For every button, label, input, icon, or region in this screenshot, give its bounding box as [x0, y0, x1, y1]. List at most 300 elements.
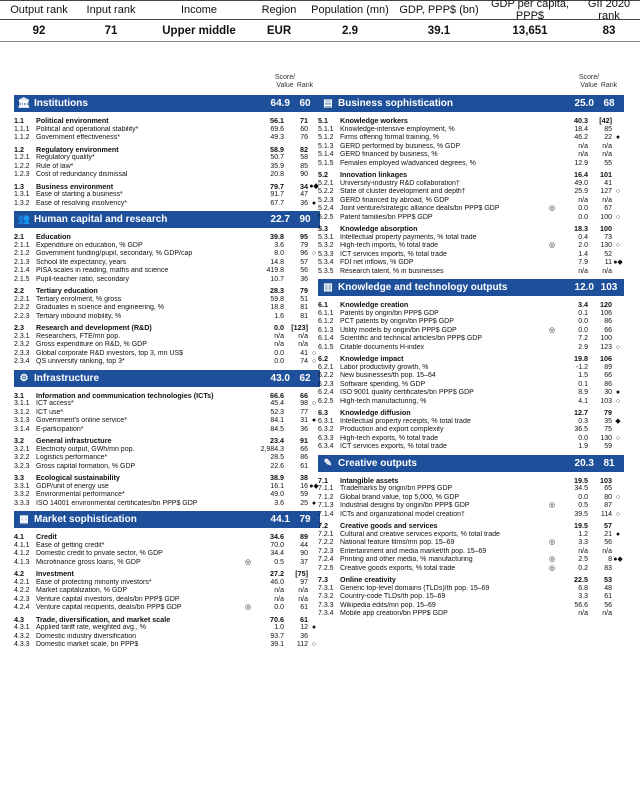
indicator-row [318, 585, 624, 594]
missing-data-marker [242, 533, 254, 542]
indicator-score: 16.4 [574, 170, 588, 179]
indicator-rank: 86 [300, 454, 308, 461]
indicator-label: Generic top-level domains (TLDs)/th pop. 15–69 [340, 584, 490, 592]
strength-weakness-marker [612, 565, 624, 574]
missing-data-marker [546, 188, 558, 197]
pillar-human-capital-and-research [14, 211, 320, 228]
indicator-label: ICT services exports, % total trade [340, 443, 447, 450]
missing-data-marker [546, 301, 558, 310]
indicator-score: 10.7 [270, 275, 284, 283]
strength-weakness-marker [612, 251, 624, 260]
indicator-code: 7.1 [318, 475, 328, 485]
value-input-rank: 71 [104, 24, 118, 37]
indicator-rank: 103 [600, 397, 612, 405]
indicator-rank: 57 [300, 258, 308, 266]
missing-data-marker [242, 163, 254, 172]
missing-data-marker [546, 409, 558, 418]
missing-data-marker [546, 494, 558, 503]
strength-weakness-marker [612, 443, 624, 452]
indicator-code: 5.3.4 [318, 259, 334, 266]
indicator-score: 3.4 [578, 300, 588, 309]
indicator-row [14, 446, 320, 455]
missing-data-marker [546, 593, 558, 602]
indicator-rank: 101 [600, 170, 612, 179]
indicator-row [14, 242, 320, 251]
strength-weakness-marker: ○ [311, 641, 317, 648]
missing-data-marker [242, 146, 254, 155]
indicator-label: Creative goods and services [340, 522, 438, 530]
indicator-row [14, 483, 320, 492]
indicator-row [14, 200, 320, 209]
indicator-label: Software spending, % GDP [340, 380, 426, 388]
indicator-label: Production and export complexity [340, 426, 444, 433]
indicator-code: 5.2.2 [318, 188, 334, 195]
indicator-row [14, 542, 320, 551]
indicator-label: Innovation linkages [340, 171, 408, 179]
indicator-label: Business environment [36, 182, 114, 191]
missing-data-marker [242, 463, 254, 472]
indicator-score: 0.3 [578, 417, 588, 425]
missing-data-marker [546, 344, 558, 353]
indicator-rank: 61 [300, 462, 308, 470]
sub-pillar-row [14, 183, 320, 192]
indicator-rank: 53 [604, 575, 612, 584]
indicator-code: 7.3.4 [318, 610, 334, 617]
missing-data-marker [242, 191, 254, 200]
missing-data-marker [242, 259, 254, 268]
indicator-code: 1.1.2 [14, 134, 30, 141]
indicator-code: 3.1.1 [14, 400, 30, 407]
sub-pillar-row [14, 616, 320, 625]
missing-data-marker [546, 171, 558, 180]
pillar-score: 25.0 [574, 98, 594, 109]
value-gdp-per-capita: 13,651 [512, 24, 548, 37]
indicator-rank: 44 [300, 541, 308, 549]
indicator-score: 58.9 [270, 144, 284, 154]
strength-weakness-marker [612, 117, 624, 126]
sub-pillar-row [14, 570, 320, 579]
indicator-label: Printing and other media, % manufacturing [340, 556, 473, 563]
missing-data-marker: ◎ [244, 604, 252, 611]
indicator-code: 2.3.1 [14, 332, 30, 340]
summary-table [0, 0, 640, 42]
missing-data-marker: ◎ [548, 564, 556, 572]
sub-pillar-row [14, 117, 320, 126]
missing-data-marker [546, 511, 558, 520]
sub-pillar-row [318, 355, 624, 364]
indicator-score: 56.1 [270, 116, 284, 125]
indicator-row [14, 358, 320, 367]
strength-weakness-marker [612, 409, 624, 418]
indicator-code: 3.1.3 [14, 417, 30, 424]
indicator-label: Joint venture/strategic alliance deals/bn PPP$ GDP [340, 205, 500, 212]
indicator-code: 6.2.5 [318, 397, 334, 405]
indicator-row [14, 491, 320, 500]
column-header [318, 74, 624, 92]
indicator-score: 39.1 [270, 641, 284, 648]
missing-data-marker [242, 409, 254, 418]
indicator-rank: 35 [604, 417, 612, 425]
indicator-label: Logistics performance* [36, 454, 108, 461]
missing-data-marker [546, 225, 558, 234]
indicator-row [14, 267, 320, 276]
value-output-rank: 92 [32, 24, 46, 37]
indicator-score: 0.0 [578, 493, 588, 501]
missing-data-marker [242, 183, 254, 192]
indicator-list [14, 533, 320, 650]
indicator-code: 4.3.1 [14, 624, 30, 631]
indicator-rank: 100 [600, 213, 612, 221]
sub-pillar-row [14, 146, 320, 155]
strength-weakness-marker [612, 318, 624, 327]
strength-weakness-marker [612, 602, 624, 611]
indicator-score: 69.6 [270, 125, 284, 133]
indicator-rank: 97 [300, 578, 308, 586]
indicator-code: 2.2 [14, 286, 24, 295]
indicator-code: 3.1.4 [14, 425, 30, 433]
summary-value-row [0, 20, 640, 42]
missing-data-marker [242, 641, 254, 650]
pillar-name: Creative outputs [338, 457, 417, 469]
indicator-score: 1.9 [578, 443, 588, 450]
indicator-row [14, 341, 320, 350]
indicator-row [318, 485, 624, 494]
indicator-rank: 67 [604, 205, 612, 212]
indicator-score: 35.9 [270, 162, 284, 170]
indicator-code: 6.1 [318, 300, 328, 309]
missing-data-marker [546, 143, 558, 152]
indicator-score: 27.2 [270, 569, 284, 578]
indicator-score: 70.6 [270, 614, 284, 624]
indicator-score: 19.5 [574, 521, 588, 530]
strength-weakness-marker [612, 522, 624, 531]
indicator-score: 3.3 [578, 593, 588, 600]
missing-data-marker [242, 454, 254, 463]
strength-weakness-marker: ○ [311, 400, 317, 407]
strength-weakness-marker [612, 301, 624, 310]
strength-weakness-marker: ○ [615, 188, 621, 195]
indicator-rank: 89 [300, 532, 308, 541]
indicator-rank: 95 [300, 232, 308, 241]
strength-weakness-marker: ○ [615, 242, 621, 249]
indicator-list [14, 117, 320, 208]
indicator-label: Creative goods exports, % total trade [340, 564, 456, 572]
indicator-rank: 90 [300, 550, 308, 557]
indicator-label: Global brand value, top 5,000, % GDP [340, 493, 460, 501]
indicator-label: PISA scales in reading, maths and science [36, 267, 169, 274]
indicator-rank: n/a [602, 196, 612, 204]
missing-data-marker [242, 633, 254, 642]
missing-data-marker [546, 117, 558, 126]
indicator-label: Ease of getting credit* [36, 541, 105, 549]
indicator-label: Country-code TLDs/th pop. 15–69 [340, 593, 446, 600]
pillar-rank: 90 [299, 214, 311, 225]
pillar-score: 64.9 [270, 98, 290, 109]
indicator-list [318, 477, 624, 619]
indicator-label: Citable documents H-index [340, 343, 425, 351]
indicator-score: 1.4 [578, 250, 588, 258]
indicator-code: 3.2.1 [14, 445, 30, 453]
indicator-rank: 47 [300, 191, 308, 198]
indicator-score: 6.8 [578, 584, 588, 592]
indicator-score: 34.4 [270, 550, 284, 557]
pillar-name: Business sophistication [338, 98, 454, 109]
indicator-row [318, 327, 624, 336]
column-header [14, 74, 320, 92]
indicator-code: 2.2.3 [14, 312, 30, 320]
indicator-rank: 100 [600, 224, 612, 233]
indicator-label: GERD financed by abroad, % GDP [340, 196, 449, 204]
indicator-row [14, 276, 320, 285]
indicator-code: 1.3.2 [14, 199, 30, 207]
indicator-rank: 56 [604, 601, 612, 609]
indicator-code: 7.2 [318, 521, 328, 530]
indicator-code: 3.1 [14, 390, 24, 400]
indicator-score: 12.7 [574, 408, 588, 417]
missing-data-marker: ◎ [244, 558, 252, 566]
indicator-row [318, 364, 624, 373]
indicator-score: 52.3 [270, 408, 284, 416]
indicator-rank: 82 [300, 144, 308, 154]
indicator-code: 6.1.1 [318, 309, 334, 317]
indicator-code: 4.1.3 [14, 558, 30, 566]
strength-weakness-marker: ○ [615, 213, 621, 221]
indicator-row [318, 160, 624, 169]
indicator-code: 5.1 [318, 116, 328, 125]
indicator-label: Regulatory quality* [36, 154, 95, 161]
indicator-rank: 16 [300, 482, 308, 490]
indicator-row [318, 134, 624, 143]
missing-data-marker [546, 398, 558, 407]
indicator-score: 0.5 [578, 502, 588, 509]
indicator-rank: 11 [604, 259, 612, 266]
header-population: Population (mn) [311, 4, 389, 16]
header-gdp: GDP, PPP$ (bn) [399, 4, 479, 16]
indicator-rank: 83 [604, 564, 612, 572]
indicator-label: QS university ranking, top 3* [36, 358, 125, 365]
indicator-label: Ease of protecting minority investors* [36, 578, 152, 586]
indicator-score: 40.3 [574, 116, 588, 125]
indicator-code: 3.3 [14, 473, 24, 482]
indicator-label: Rule of law* [36, 162, 74, 170]
indicator-code: 6.2.2 [318, 372, 334, 379]
indicator-row [14, 350, 320, 359]
indicator-row [14, 417, 320, 426]
indicator-code: 5.1.3 [318, 142, 334, 150]
indicator-code: 5.1.1 [318, 125, 334, 133]
indicator-label: National feature films/mn pop. 15–69 [340, 539, 455, 546]
indicator-code: 2.1.5 [14, 275, 30, 283]
missing-data-marker [546, 602, 558, 611]
indicator-score: 34.5 [574, 485, 588, 492]
indicator-rank: 127 [600, 188, 612, 195]
missing-data-marker [242, 392, 254, 401]
missing-data-marker [242, 154, 254, 163]
indicator-rank: n/a [602, 547, 612, 555]
indicator-rank: 41 [300, 349, 308, 357]
indicator-rank: 51 [300, 295, 308, 303]
missing-data-marker [546, 234, 558, 243]
indicator-code: 5.3.3 [318, 250, 334, 258]
indicator-score: 22.5 [574, 575, 588, 584]
header-region: Region [261, 4, 297, 16]
indicator-row [14, 313, 320, 322]
indicator-row [318, 180, 624, 189]
indicator-code: 1.2.1 [14, 154, 30, 161]
missing-data-marker [546, 310, 558, 319]
indicator-score: 4.1 [578, 397, 588, 405]
indicator-rank: 130 [600, 434, 612, 442]
indicator-list [14, 233, 320, 367]
indicator-code: 4.3 [14, 614, 24, 624]
indicator-row [318, 398, 624, 407]
indicator-score: 1.6 [274, 312, 284, 320]
indicator-score: 2.5 [578, 556, 588, 563]
indicator-score: 36.5 [574, 426, 588, 433]
indicator-row [14, 454, 320, 463]
indicator-code: 2.3.3 [14, 349, 30, 357]
indicator-score: 93.7 [270, 632, 284, 640]
missing-data-marker [546, 548, 558, 557]
missing-data-marker [546, 576, 558, 585]
indicator-row [14, 296, 320, 305]
pillar-institutions [14, 95, 320, 112]
indicator-label: Females employed w/advanced degrees, % [340, 159, 476, 167]
indicator-label: Government effectiveness* [36, 134, 120, 141]
indicator-code: 4.2.4 [14, 604, 30, 611]
indicator-row [318, 418, 624, 427]
indicator-row [318, 372, 624, 381]
header-gii-rank: GII 2020 rank [587, 0, 631, 22]
creative-outputs-icon: ✎ [323, 457, 333, 469]
indicator-rank: 66 [604, 372, 612, 379]
strength-weakness-marker: ○ [311, 358, 317, 365]
indicator-row [14, 400, 320, 409]
pillar-rank: 68 [603, 98, 615, 109]
indicator-score: 56.6 [574, 601, 588, 609]
indicator-label: Venture capital investors, deals/bn PPP$ GDP [36, 595, 180, 603]
indicator-code: 4.3.2 [14, 632, 30, 640]
indicator-rank: 79 [300, 286, 308, 295]
indicator-rank: 79 [300, 241, 308, 249]
indicator-label: Gross expenditure on R&D, % GDP [36, 341, 147, 348]
indicator-label: Expenditure on education, % GDP [36, 241, 143, 249]
indicator-rank: 38 [300, 473, 308, 482]
indicator-row [318, 234, 624, 243]
pillar-score: 44.1 [270, 514, 290, 525]
strength-weakness-marker [612, 225, 624, 234]
pillar-rank: 103 [600, 282, 618, 293]
indicator-rank: [123] [291, 323, 308, 332]
strength-weakness-marker [612, 381, 624, 390]
indicator-rank: 21 [604, 530, 612, 538]
pillar-name: Knowledge and technology outputs [338, 282, 508, 293]
indicator-rank: 106 [600, 354, 612, 363]
missing-data-marker [546, 418, 558, 427]
strength-weakness-marker: ○ [615, 434, 621, 442]
pillar-name: Human capital and research [34, 214, 168, 225]
indicator-score: n/a [578, 547, 588, 555]
indicator-code: 6.3.4 [318, 443, 334, 450]
pillar-creative-outputs [318, 455, 624, 472]
indicator-label: Patent families/bn PPP$ GDP [340, 213, 433, 221]
strength-weakness-marker: ● [311, 499, 317, 507]
indicator-score: 66.6 [270, 390, 284, 400]
missing-data-marker [546, 134, 558, 143]
indicator-code: 3.3.1 [14, 482, 30, 490]
rank-header: Rank [296, 82, 314, 89]
missing-data-marker [546, 531, 558, 540]
indicator-rank: 81 [300, 312, 308, 320]
indicator-label: Patents by origin/bn PPP$ GDP [340, 309, 439, 317]
missing-data-marker [546, 197, 558, 206]
indicator-code: 2.2.2 [14, 304, 30, 311]
strength-weakness-marker [612, 548, 624, 557]
indicator-code: 4.2 [14, 569, 24, 578]
strength-weakness-marker [612, 426, 624, 435]
indicator-score: 59.8 [270, 295, 284, 303]
indicator-row [318, 344, 624, 353]
infrastructure-icon: ⚙ [19, 372, 29, 384]
indicator-label: Intellectual property receipts, % total trade [340, 417, 471, 425]
indicator-code: 2.1.3 [14, 258, 30, 266]
strength-weakness-marker [612, 355, 624, 364]
indicator-score: 1.0 [274, 624, 284, 631]
indicator-score: 18.3 [574, 224, 588, 233]
indicator-rank: n/a [298, 587, 308, 594]
indicator-score: 2.0 [578, 242, 588, 249]
indicator-row [14, 409, 320, 418]
strength-weakness-marker: ○ [311, 349, 317, 357]
header-income: Income [180, 4, 218, 16]
indicator-row [14, 624, 320, 633]
indicator-label: Research and development (R&D) [36, 324, 152, 332]
missing-data-marker [242, 426, 254, 435]
indicator-score: n/a [274, 341, 284, 348]
indicator-code: 5.2.3 [318, 196, 334, 204]
indicator-code: 5.2.5 [318, 213, 334, 221]
indicator-code: 4.1.1 [14, 541, 30, 549]
indicator-code: 6.1.2 [318, 318, 334, 325]
pillar-rank: 62 [299, 372, 311, 384]
indicator-code: 5.1.2 [318, 134, 334, 141]
sub-pillar-row [318, 477, 624, 486]
indicator-list [318, 117, 624, 276]
indicator-rank: 59 [300, 491, 308, 498]
indicator-row [318, 610, 624, 619]
indicator-score: 0.2 [578, 564, 588, 572]
indicator-code: 6.3.2 [318, 426, 334, 433]
indicator-code: 1.2.3 [14, 171, 30, 178]
strength-weakness-marker [612, 485, 624, 494]
indicator-score: 0.0 [578, 318, 588, 325]
indicator-label: ISO 9001 quality certificates/bn PPP$ GDP [340, 389, 474, 396]
indicator-row [14, 500, 320, 509]
indicator-rank: 86 [604, 318, 612, 325]
indicator-label: Environmental performance* [36, 491, 125, 498]
indicator-rank: 81 [300, 304, 308, 311]
missing-data-marker [546, 443, 558, 452]
missing-data-marker [546, 160, 558, 169]
strength-weakness-marker: ● [615, 389, 621, 396]
indicator-row [14, 559, 320, 568]
indicator-label: Information and communication technologies (ICTs) [36, 391, 214, 400]
indicator-row [318, 502, 624, 511]
indicator-score: 8.0 [274, 250, 284, 257]
strength-weakness-marker [612, 205, 624, 214]
missing-data-marker [242, 417, 254, 426]
strength-weakness-marker [612, 234, 624, 243]
